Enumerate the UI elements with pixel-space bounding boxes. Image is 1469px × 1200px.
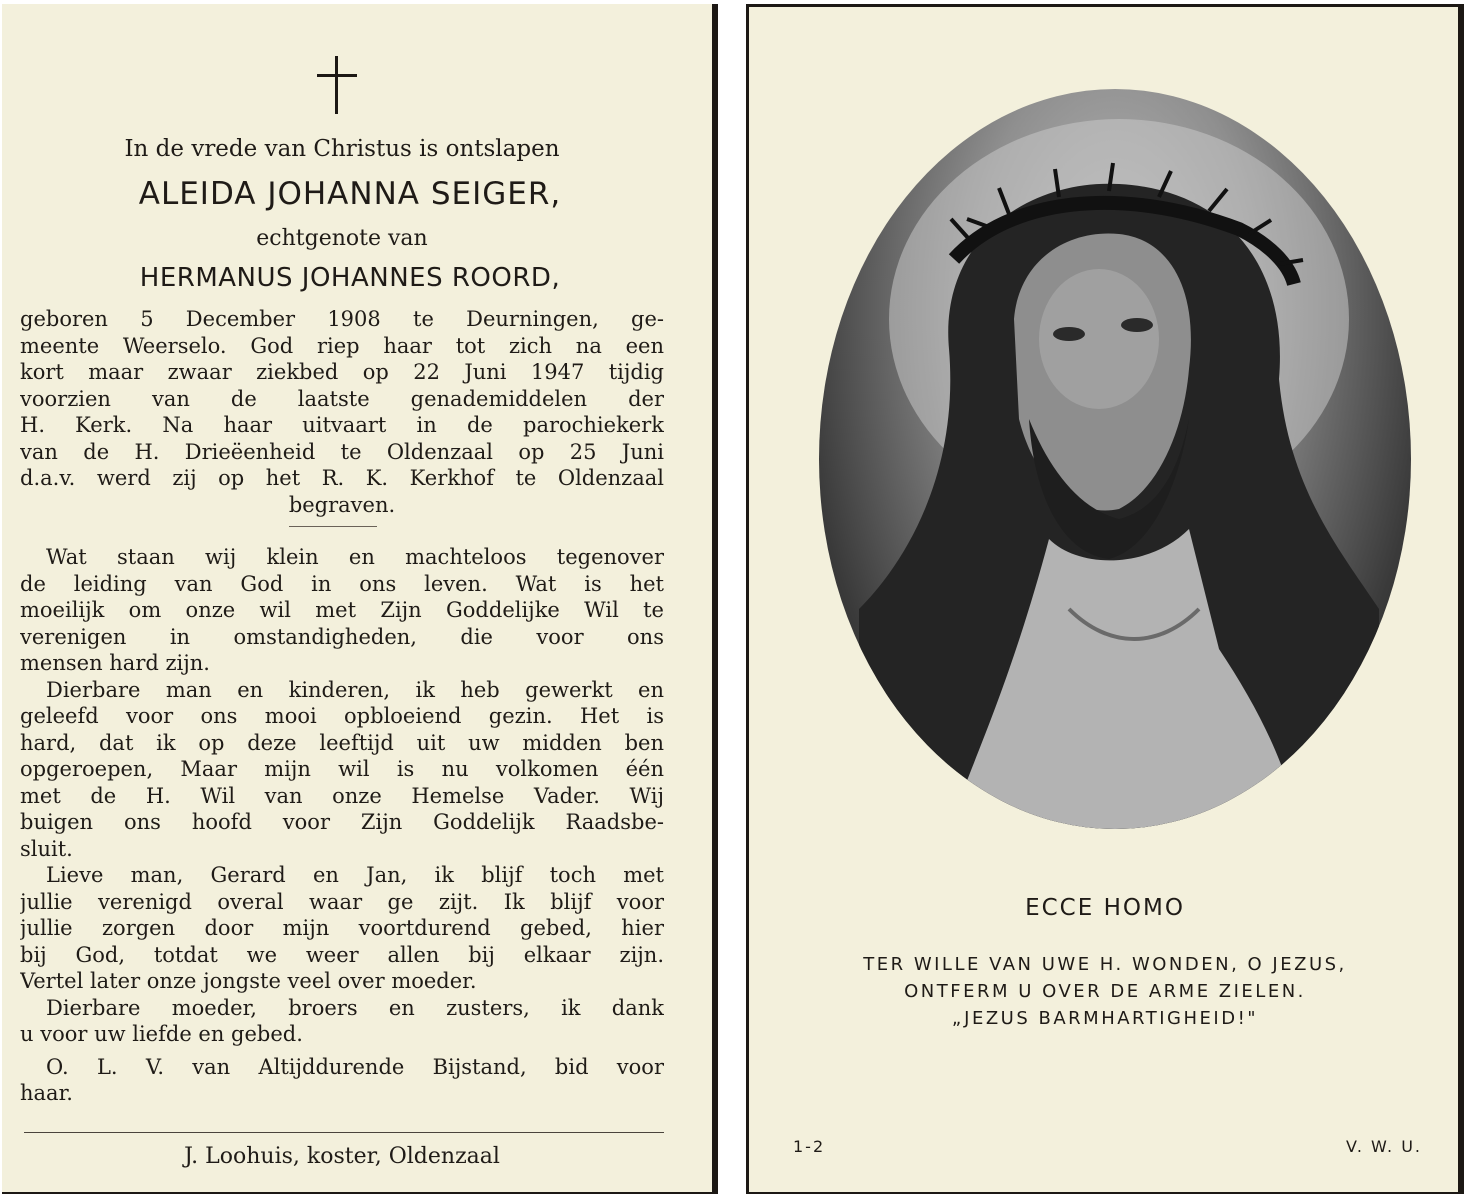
body-line: O. L. V. van Altijddurende Bijstand, bid voor (46, 1054, 664, 1079)
bio-line: kort maar zwaar ziekbed op 22 Juni 1947 tijdig (20, 360, 664, 384)
body-line: geleefd voor ons mooi opbloeiend gezin. Het is (20, 704, 664, 728)
footer-divider (24, 1132, 664, 1133)
relation-line: echtgenote van (256, 226, 428, 251)
bio-line: geboren 5 December 1908 te Deurningen, ge- (20, 307, 664, 331)
biography (20, 306, 664, 518)
prayer-line: TER WILLE VAN UWE H. WONDEN, O JEZUS, (863, 954, 1347, 975)
deceased-name: ALEIDA JOHANNA SEIGER, (138, 176, 562, 212)
prayer-line: ONTFERM U OVER DE ARME ZIELEN. (904, 981, 1306, 1002)
body-line: mensen hard zijn. (20, 651, 210, 675)
body-line: opgeroepen, Maar mijn wil is nu volkomen één (20, 757, 664, 781)
body-line: moeilijk om onze wil met Zijn Goddelijke Wil te (20, 598, 664, 622)
bio-line: van de H. Drieëenheid te Oldenzaal op 25 Juni (20, 439, 664, 464)
bio-line: d.a.v. werd zij op het R. K. Kerkhof te Oldenzaal (20, 466, 664, 490)
bio-line: begraven. (288, 492, 396, 517)
image-title: ECCE HOMO (1025, 895, 1185, 921)
body-line: Dierbare moeder, broers en zusters, ik dank (46, 995, 664, 1020)
body-line: met de H. Wil van onze Hemelse Vader. Wij (20, 783, 664, 808)
body-line: u voor uw liefde en gebed. (20, 1022, 303, 1046)
spouse-name: HERMANUS JOHANNES ROORD, (139, 263, 561, 293)
body-line: verenigen in omstandigheden, die voor ons (20, 624, 664, 649)
body-line: Dierbare man en kinderen, ik heb gewerkt en (46, 677, 664, 702)
prayer-text (749, 951, 1461, 1032)
body-line: haar. (20, 1081, 73, 1105)
bio-line: meente Weerselo. God riep haar tot zich na een (20, 333, 664, 358)
body-line: Lieve man, Gerard en Jan, ik blijf toch met (46, 863, 664, 887)
body-line: jullie verenigd overal waar ge zijt. Ik blijf voor (20, 889, 664, 914)
memorial-card-text-side (2, 4, 718, 1194)
farewell-text (20, 544, 664, 1107)
bio-line: voorzien van de laatste genademiddelen der (20, 386, 664, 411)
publisher-mark: V. W. U. (1345, 1137, 1422, 1156)
body-line: hard, dat ik op deze leeftijd uit uw midden ben (20, 730, 664, 755)
body-line: Wat staan wij klein en machteloos tegenover (46, 545, 664, 569)
portrait-illustration (819, 89, 1411, 829)
body-line: buigen ons hoofd voor Zijn Goddelijk Raadsbe- (20, 810, 664, 834)
ecce-homo-portrait (819, 89, 1411, 829)
divider (289, 526, 377, 527)
memorial-card-image-side (746, 4, 1464, 1194)
printer-credit: J. Loohuis, koster, Oldenzaal (184, 1144, 500, 1169)
bio-line: H. Kerk. Na haar uitvaart in de parochiekerk (20, 413, 664, 437)
intro-line: In de vrede van Christus is ontslapen (124, 136, 560, 162)
body-line: bij God, totdat we weer allen bij elkaar zijn. (20, 942, 664, 967)
body-line: jullie zorgen door mijn voortdurend gebed, hier (20, 916, 664, 940)
body-line: sluit. (20, 836, 73, 861)
prayer-line: „JEZUS BARMHARTIGHEID!" (951, 1008, 1259, 1029)
body-line: de leiding van God in ons leven. Wat is het (20, 571, 664, 596)
cross-icon (312, 56, 362, 116)
card-code: 1-2 (793, 1137, 826, 1156)
body-line: Vertel later onze jongste veel over moeder. (20, 969, 477, 993)
